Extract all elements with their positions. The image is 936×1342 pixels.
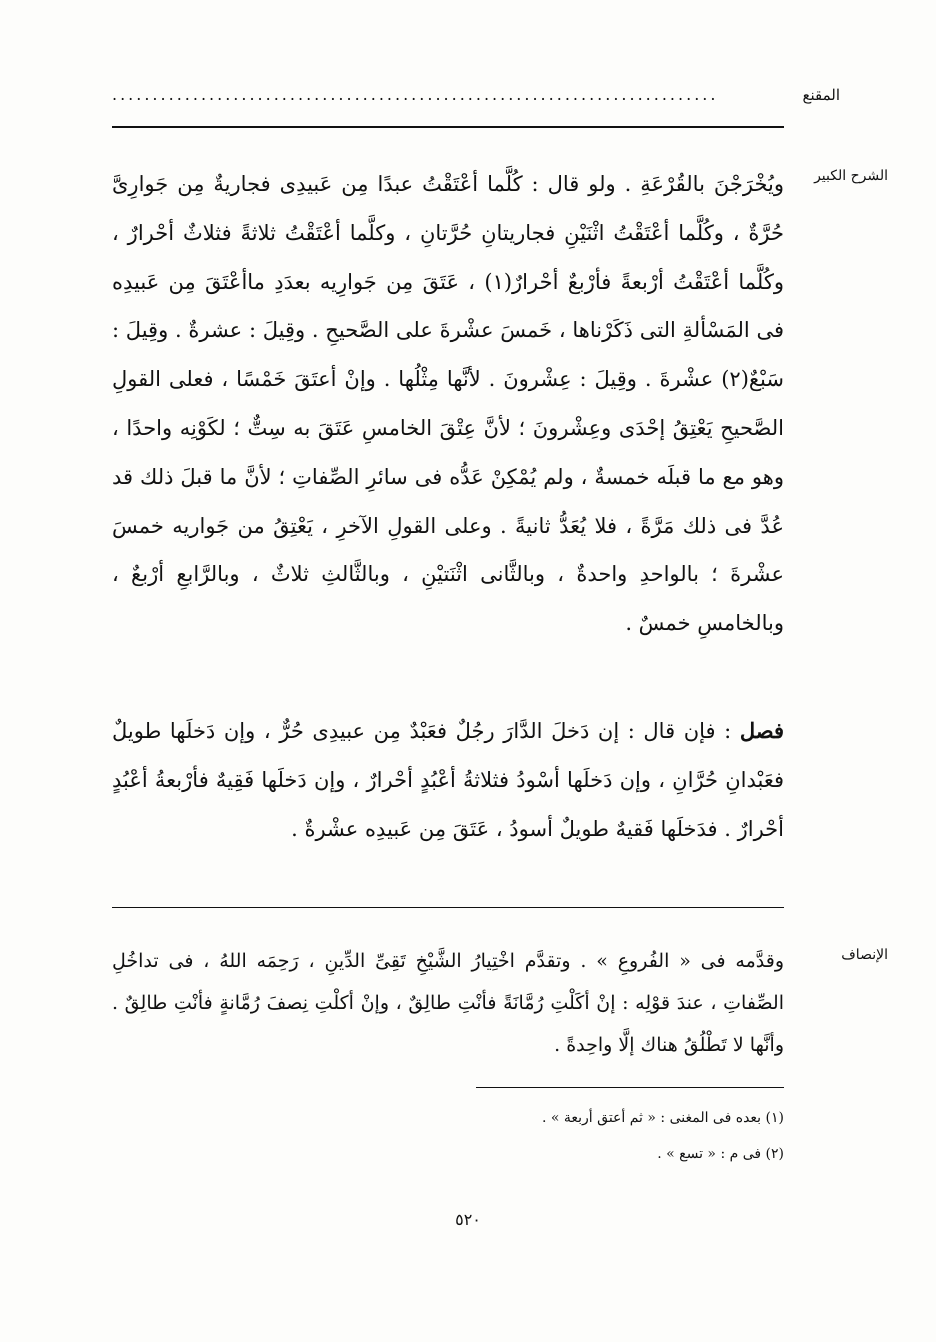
sharh-paragraph: ويُخْرَجْنَ بالقُرْعَةِ . ولو قال : كُلَّما أعْتَقْتُ عبدًا مِن عَبيدِى فجاريةٌ مِن جَوارِىَّ حُرَّةٌ ، وكُلَّما أعْتَقْتُ اثْنَيْنِ فجاريتانِ حُرَّتانِ ، وكلَّما أعْتَقْتُ ثلاثةً فثلاثٌ أحْرارٌ ، وكُلَّما أعْتَقْتُ أرْبعةً فأرْبعٌ أحْرارٌ(١) ، عَتَقَ مِن جَوارِيه بعدَدِ ماأعْتَقَ مِن عَبيدِه فى المَسْألةِ التى ذَكَرْناها ، خَمسَ عشْرةَ على الصَّحيحِ . وقِيلَ : عشرةٌ . وقِيلَ : سَبْعٌ(٢) عشْرةَ . وقِيلَ : عِشْرونَ . لأنَّها مِثْلُها . وإنْ أعتَقَ خَمْسًا ، فعلى القولِ الصَّحيحِ يَعْتِقُ إحْدَى وعِشْرونَ ؛ لأنَّ عِتْقَ الخامسِ عَتَقَ به سِتٌّ ؛ لكَوْنِه واحدًا ، وهو مع ما قبلَه خمسةٌ ، ولم يُمْكِنْ عَدُّه فى سائرِ الصِّفاتِ ؛ لأنَّ ما قبلَ ذلك قد عُدَّ فى ذلك مَرَّةً ، فلا يُعَدُّ ثانيةً . وعلى القولِ الآخرِ ، يَعْتِقُ من جَواريه خمسَ عشْرةَ ؛ بالواحدِ واحدةٌ ، وبالثَّانى اثْنَتيْنِ ، وبالثَّالثِ ثلاثٌ ، وبالرَّابعِ أرْبعٌ ، وبالخامسِ خمسٌ . — [112, 172, 784, 636]
footnote-rule — [476, 1087, 784, 1088]
running-header-title: المقنع — [802, 86, 840, 104]
fasl-heading-word: فصل — [739, 718, 784, 743]
insaf-margin-label: الإنصاف — [841, 947, 888, 963]
insaf-paragraph: وقدَّمه فى « الفُروعِ » . وتقدَّم اخْتِيارُ الشَّيْخِ تَقِىِّ الدِّينِ ، رَحِمَه اللهُ ، فى تداخُلِ الصِّفاتِ ، عندَ قوْلِه : إنْ أكَلْتِ رُمَّانَةً فأنْتِ طالِقٌ ، وإنْ أكلْتِ نِصفَ رُمَّانةٍ فأنْتِ طالِقٌ . وأنَّها لا تَطْلُقُ هناك إلَّا واحِدةً . — [112, 950, 784, 1056]
footnote-1: (١) بعده فى المغنى : « ثم أعتق أربعة » . — [541, 1110, 784, 1126]
fasl-text: : فإن قال : إن دَخلَ الدَّارَ رجُلٌ فعَبْدٌ مِن عبيدِى حُرٌّ ، وإن دَخلَها طويلٌ فعَبْدانِ حُرَّانِ ، وإن دَخلَها أسْودُ فثلاثةُ أعْبُدٍ أحْرارٌ ، وإن دَخلَها فَقِيهٌ فأرْبعةُ أعْبُدٍ أحْرارٌ . فدَخلَها فَقيهٌ طويلٌ أسودُ ، عَتَقَ مِن عَبيدِه عشْرةٌ . — [112, 719, 784, 841]
header-dot-leader: ........................................................................... — [112, 86, 719, 104]
sharh-margin-label: الشرح الكبير — [814, 168, 888, 184]
fasl-paragraph — [112, 707, 784, 853]
page-number: ٥٢٠ — [455, 1210, 481, 1229]
footnote-2: (٢) فى م : « تسع » . — [657, 1146, 784, 1162]
header-rule — [112, 126, 784, 128]
section-divider — [112, 907, 784, 908]
